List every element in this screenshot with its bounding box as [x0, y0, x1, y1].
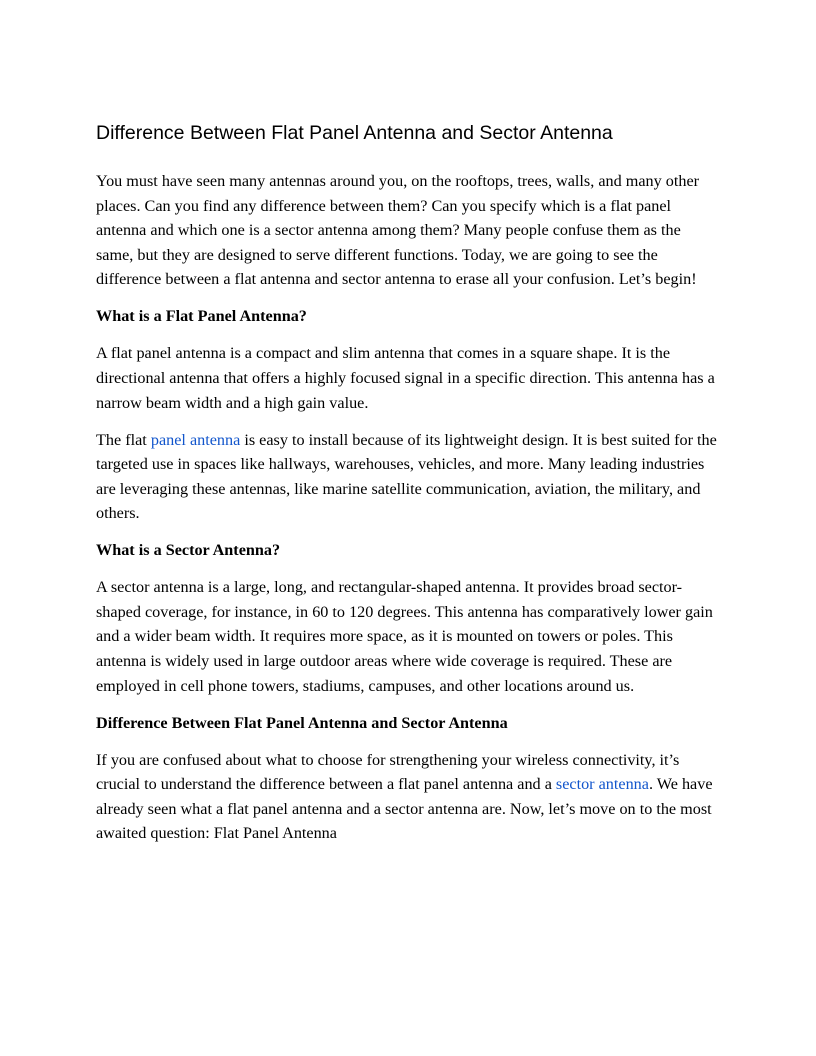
- intro-paragraph: You must have seen many antennas around you, on the rooftops, trees, walls, and many other places. Can you find any difference between them? Can you specify which is a flat panel antenna and which one is a sector antenna among them? Many people confuse them as the same, but they are designed to serve different functions. Today, we are going to see the difference between a flat antenna and sector antenna to erase all your confusion. Let’s begin!: [96, 172, 700, 289]
- flat-panel-p2-text-before: The flat: [96, 430, 151, 449]
- document-title: Difference Between Flat Panel Antenna and Sector Antenna: [96, 122, 613, 144]
- difference-text-after: . We have already seen what a flat panel antenna and a sector antenna are. Now, let’s move on to the most awaited question: Flat Panel Antenna: [96, 775, 713, 843]
- difference-text-before: If you are confused about what to choose for strengthening your wireless connectivity, it’s crucial to understand the difference between a flat panel antenna and a: [96, 750, 680, 794]
- sector-antenna-heading: What is a Sector Antenna?: [96, 541, 281, 560]
- sector-antenna-paragraph: A sector antenna is a large, long, and rectangular-shaped antenna. It provides broad sector-shaped coverage, for instance, in 60 to 120 degrees. This antenna has comparatively lower gain and a wider beam width. It requires more space, as it is mounted on towers or poles. This antenna is widely used in large outdoor areas where wide coverage is required. These are employed in cell phone towers, stadiums, campuses, and other locations around us.: [96, 578, 713, 695]
- sector-antenna-link[interactable]: sector antenna: [555, 775, 649, 794]
- flat-panel-paragraph-2: [96, 428, 720, 526]
- difference-paragraph: [96, 748, 720, 846]
- document-page: [96, 118, 720, 858]
- flat-panel-heading: What is a Flat Panel Antenna?: [96, 307, 307, 326]
- panel-antenna-link[interactable]: panel antenna: [150, 430, 241, 449]
- flat-panel-p2-text-after: is easy to install because of its lightweight design. It is best suited for the targeted use in spaces like hallways, warehouses, vehicles, and more. Many leading industries are leveraging these antennas, like marine satellite communication, aviation, the military, and others.: [96, 430, 717, 523]
- difference-heading: Difference Between Flat Panel Antenna and Sector Antenna: [96, 713, 508, 732]
- flat-panel-paragraph-1: A flat panel antenna is a compact and slim antenna that comes in a square shape. It is the directional antenna that offers a highly focused signal in a specific direction. This antenna has a narrow beam width and a high gain value.: [96, 344, 715, 412]
